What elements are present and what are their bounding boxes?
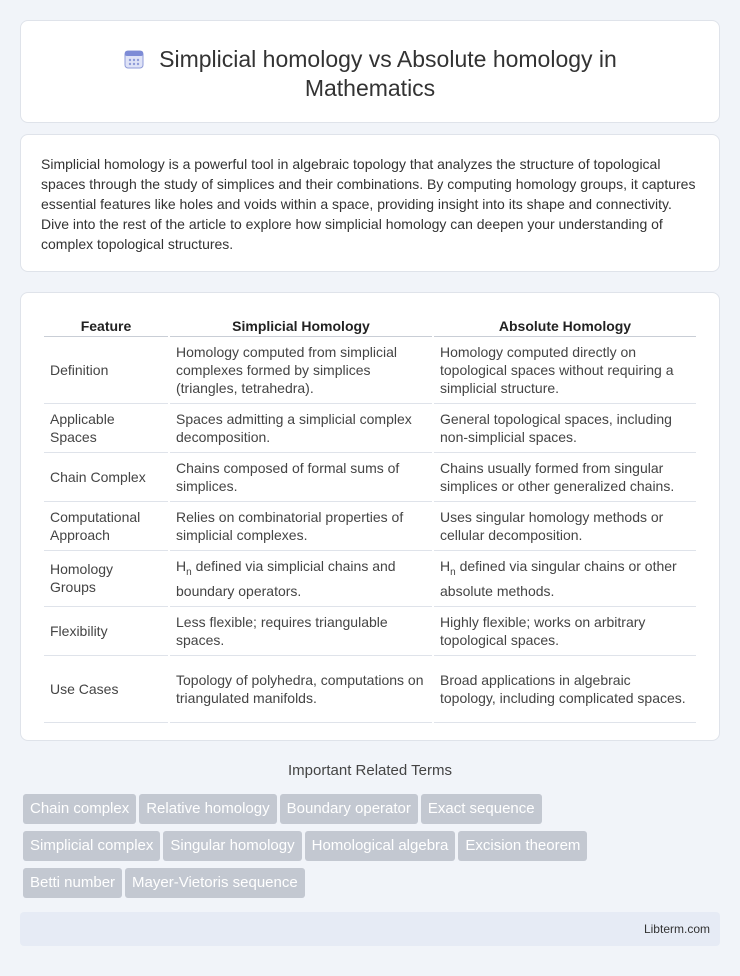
intro-card xyxy=(20,134,720,272)
tag-singular-homology[interactable]: Singular homology xyxy=(163,831,301,861)
simplicial-cell: Relies on combinatorial properties of simplicial complexes. xyxy=(170,502,432,551)
header-card xyxy=(20,20,720,123)
simplicial-cell: Less flexible; requires triangulable spaces. xyxy=(170,607,432,656)
feature-cell: Computational Approach xyxy=(44,502,168,551)
calendar-icon xyxy=(123,48,145,70)
absolute-cell: Highly flexible; works on arbitrary topological spaces. xyxy=(434,607,696,656)
tag-mayer-vietoris-sequence[interactable]: Mayer-Vietoris sequence xyxy=(125,868,305,898)
header-simplicial: Simplicial Homology xyxy=(170,313,432,337)
feature-cell: Flexibility xyxy=(44,607,168,656)
header-feature: Feature xyxy=(44,313,168,337)
related-terms-title: Important Related Terms xyxy=(288,762,452,779)
absolute-cell: $H_n$ defined via singular chains or other absolute methods. xyxy=(434,551,696,607)
tag-simplicial-complex[interactable]: Simplicial complex xyxy=(23,831,160,861)
absolute-cell: General topological spaces, including non-simplicial spaces. xyxy=(434,404,696,453)
tag-relative-homology[interactable]: Relative homology xyxy=(139,794,276,824)
comparison-table xyxy=(42,313,698,723)
absolute-cell: Broad applications in algebraic topology, including complicated spaces. xyxy=(434,656,696,723)
simplicial-cell: Homology computed from simplicial complexes formed by simplices (triangles, tetrahedra). xyxy=(170,337,432,404)
simplicial-cell: Chains composed of formal sums of simplices. xyxy=(170,453,432,502)
footer-site-link[interactable]: Libterm.com xyxy=(643,922,710,936)
table-row xyxy=(44,551,696,607)
feature-cell: Applicable Spaces xyxy=(44,404,168,453)
table-header-row xyxy=(44,313,696,337)
tag-boundary-operator[interactable]: Boundary operator xyxy=(280,794,418,824)
footer xyxy=(20,912,720,946)
intro-paragraph: Simplicial homology is a powerful tool in algebraic topology that analyzes the structure of topological spaces through the study of simplices and their combinations. By computing homology groups, it captures essential features like holes and voids within a space, providing insight into its shape and connectivity. Dive into the rest of the article to explore how simplicial homology can deepen your understanding of complex topological structures. xyxy=(41,156,696,252)
table-row xyxy=(44,656,696,723)
table-row xyxy=(44,607,696,656)
feature-cell: Use Cases xyxy=(44,656,168,723)
simplicial-cell: $H_n$ defined via simplicial chains and boundary operators. xyxy=(170,551,432,607)
tag-excision-theorem[interactable]: Excision theorem xyxy=(458,831,587,861)
tag-exact-sequence[interactable]: Exact sequence xyxy=(421,794,542,824)
absolute-cell: Uses singular homology methods or cellular decomposition. xyxy=(434,502,696,551)
page-title-text: Simplicial homology vs Absolute homology in Mathematics xyxy=(159,46,617,101)
tag-betti-number[interactable]: Betti number xyxy=(23,868,122,898)
table-row xyxy=(44,337,696,404)
page-title xyxy=(21,45,719,103)
table-row xyxy=(44,453,696,502)
absolute-cell: Chains usually formed from singular simplices or other generalized chains. xyxy=(434,453,696,502)
tag-homological-algebra[interactable]: Homological algebra xyxy=(305,831,456,861)
related-terms-list xyxy=(23,794,703,905)
table-row xyxy=(44,404,696,453)
simplicial-cell: Spaces admitting a simplicial complex decomposition. xyxy=(170,404,432,453)
comparison-card xyxy=(20,292,720,741)
simplicial-cell: Topology of polyhedra, computations on triangulated manifolds. xyxy=(170,656,432,723)
feature-cell: Definition xyxy=(44,337,168,404)
feature-cell: Homology Groups xyxy=(44,551,168,607)
tag-chain-complex[interactable]: Chain complex xyxy=(23,794,136,824)
feature-cell: Chain Complex xyxy=(44,453,168,502)
table-row xyxy=(44,502,696,551)
header-absolute: Absolute Homology xyxy=(434,313,696,337)
absolute-cell: Homology computed directly on topological spaces without requiring a simplicial structure. xyxy=(434,337,696,404)
